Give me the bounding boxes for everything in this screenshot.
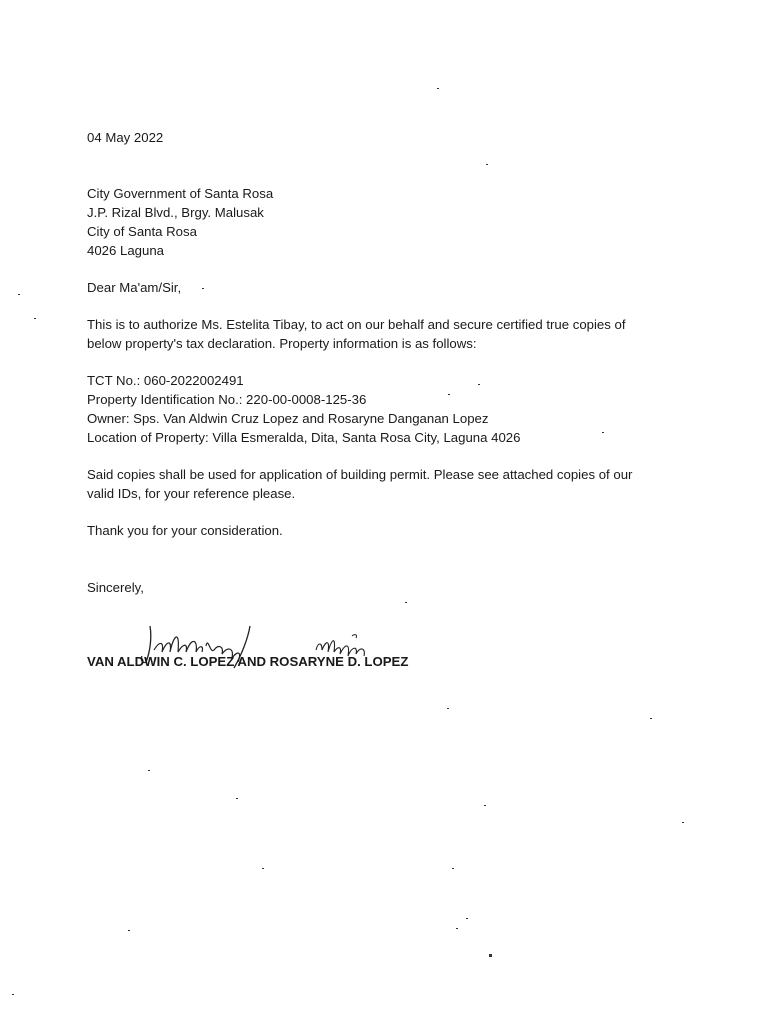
scan-speck xyxy=(466,918,468,919)
scan-speck xyxy=(486,164,488,165)
property-location: Location of Property: Villa Esmeralda, Dita, Santa Rosa City, Laguna 4026 xyxy=(87,430,521,445)
scan-speck xyxy=(447,708,449,709)
scan-speck xyxy=(405,602,407,603)
scan-speck xyxy=(148,770,150,771)
scan-speck xyxy=(448,394,450,395)
scan-speck xyxy=(262,868,264,869)
scan-speck xyxy=(489,954,492,957)
body-paragraph-2-line-1: Said copies shall be used for application of building permit. Please see attached copies of our xyxy=(87,467,633,482)
scan-speck xyxy=(484,805,486,806)
scan-speck xyxy=(128,930,130,931)
thank-you-line: Thank you for your consideration. xyxy=(87,523,283,538)
tct-number: TCT No.: 060-2022002491 xyxy=(87,373,244,388)
body-paragraph-2-line-2: valid IDs, for your reference please. xyxy=(87,486,296,501)
scan-speck xyxy=(602,432,604,433)
scan-speck xyxy=(34,318,36,319)
property-owner: Owner: Sps. Van Aldwin Cruz Lopez and Rosaryne Danganan Lopez xyxy=(87,411,489,426)
scan-speck xyxy=(437,88,439,89)
scan-speck xyxy=(478,384,480,385)
scan-speck xyxy=(650,718,652,719)
scan-speck xyxy=(202,288,204,289)
property-identification-number: Property Identification No.: 220-00-0008-125-36 xyxy=(87,392,367,407)
scan-speck xyxy=(18,294,20,295)
body-paragraph-1-line-2: below property's tax declaration. Property information is as follows: xyxy=(87,336,477,351)
recipient-line-4: 4026 Laguna xyxy=(87,243,165,258)
scan-speck xyxy=(12,994,14,995)
recipient-line-1: City Government of Santa Rosa xyxy=(87,186,274,201)
closing: Sincerely, xyxy=(87,580,144,595)
letter-date: 04 May 2022 xyxy=(87,130,164,145)
recipient-line-2: J.P. Rizal Blvd., Brgy. Malusak xyxy=(87,205,264,220)
salutation: Dear Ma'am/Sir, xyxy=(87,280,182,295)
recipient-line-3: City of Santa Rosa xyxy=(87,224,197,239)
scan-speck xyxy=(456,928,458,929)
scan-speck xyxy=(682,822,684,823)
signatories-names: VAN ALDWIN C. LOPEZ AND ROSARYNE D. LOPEZ xyxy=(87,654,409,669)
scan-speck xyxy=(452,868,454,869)
body-paragraph-1-line-1: This is to authorize Ms. Estelita Tibay, to act on our behalf and secure certified true copies of xyxy=(87,317,626,332)
scan-speck xyxy=(236,798,238,799)
